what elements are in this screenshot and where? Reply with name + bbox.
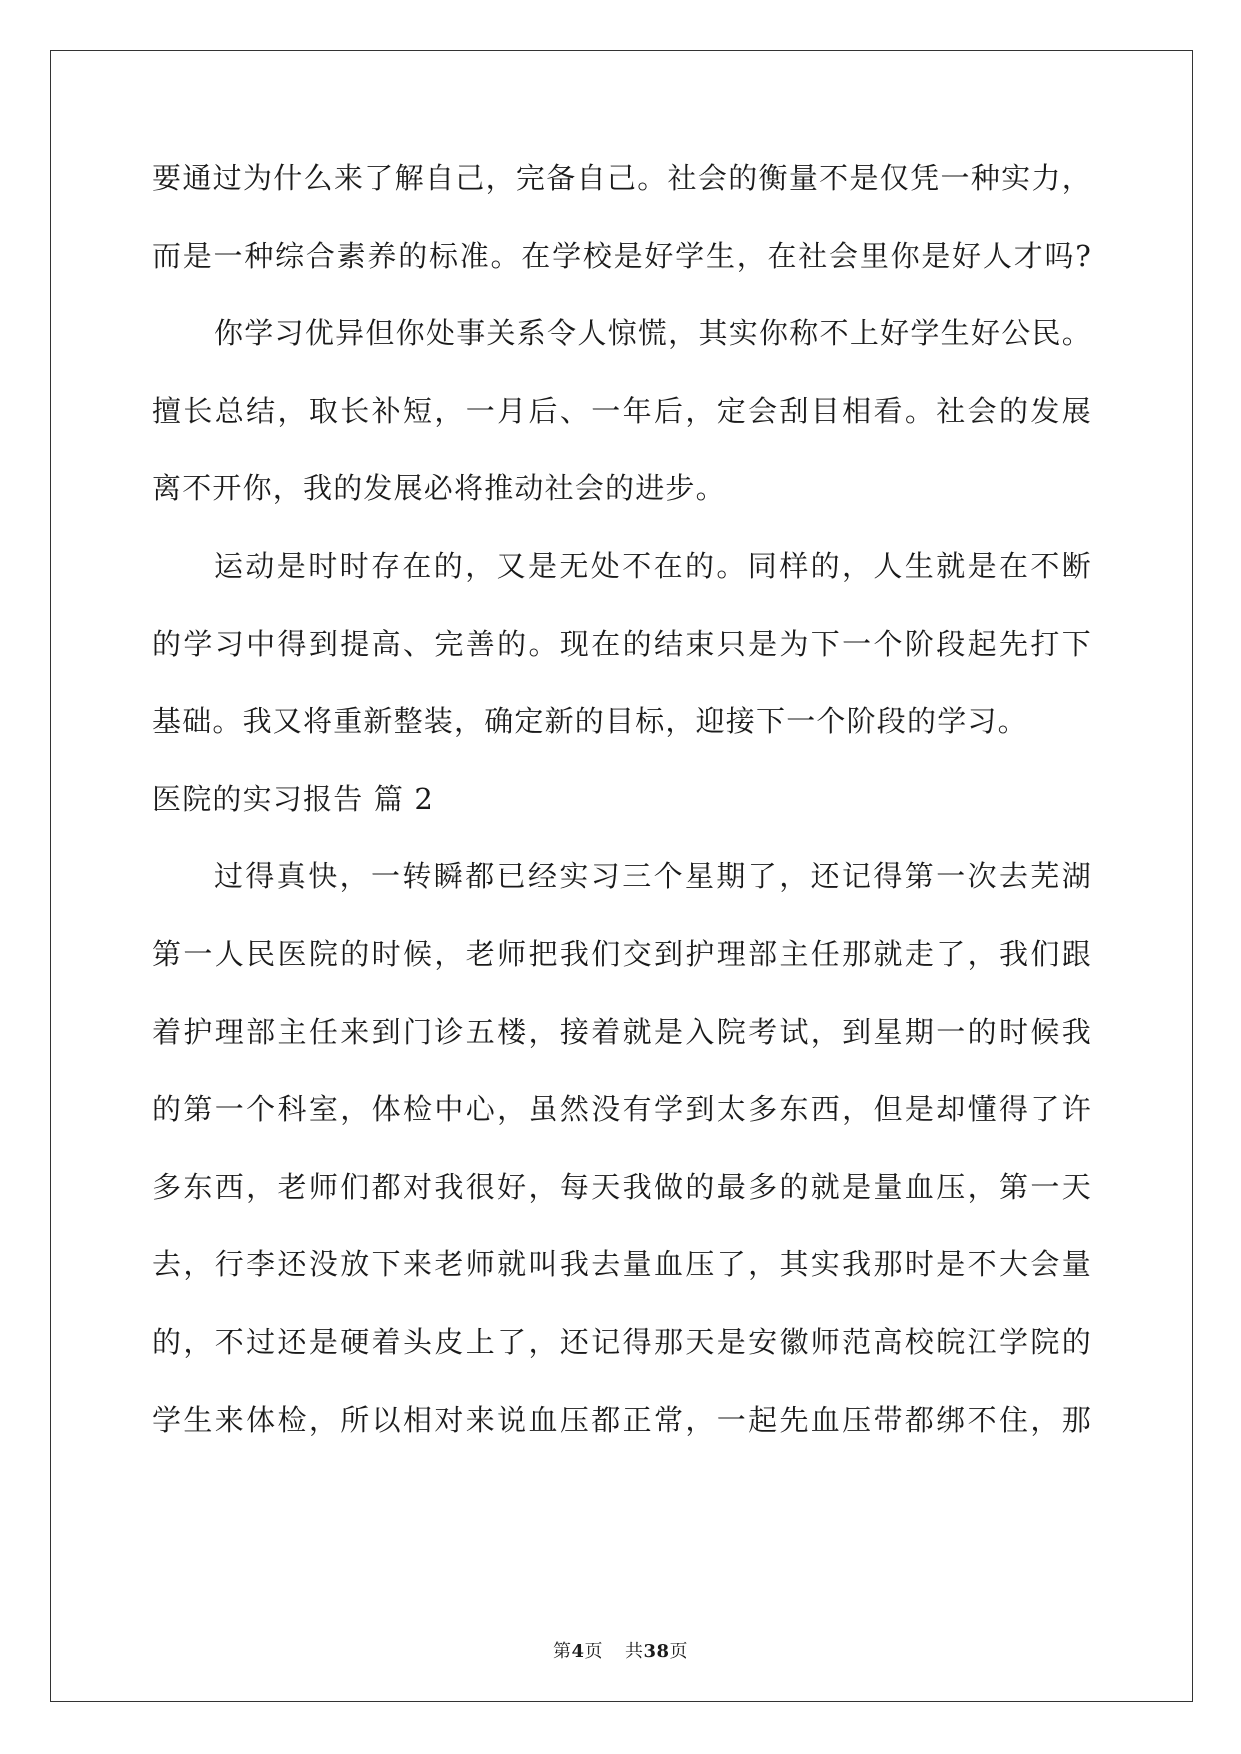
text-line: 而是一种综合素养的标准。在学校是好学生，在社会里你是好人才吗? bbox=[152, 238, 1092, 273]
text-line: 运动是时时存在的，又是无处不在的。同样的，人生就是在不断 bbox=[214, 548, 1092, 583]
page-footer bbox=[0, 1637, 1241, 1663]
text-line: 多东西，老师们都对我很好，每天我做的最多的就是量血压，第一天 bbox=[152, 1169, 1092, 1204]
text-line: 学生来体检，所以相对来说血压都正常，一起先血压带都绑不住，那 bbox=[152, 1402, 1092, 1437]
total-suffix: 页 bbox=[669, 1641, 689, 1662]
text-line: 着护理部主任来到门诊五楼，接着就是入院考试，到星期一的时候我 bbox=[152, 1014, 1092, 1049]
text-line: 要通过为什么来了解自己，完备自己。社会的衡量不是仅凭一种实力， bbox=[152, 161, 1092, 195]
total-prefix: 共 bbox=[624, 1641, 644, 1662]
section-heading: 医院的实习报告 篇 2 bbox=[152, 781, 435, 816]
page-prefix: 第 bbox=[552, 1641, 572, 1662]
page-number: 4 bbox=[571, 1641, 585, 1662]
text-line: 擅长总结，取长补短，一月后、一年后，定会刮目相看。社会的发展 bbox=[152, 393, 1092, 428]
text-line: 的，不过还是硬着头皮上了，还记得那天是安徽师范高校皖江学院的 bbox=[152, 1324, 1092, 1359]
text-line: 你学习优异但你处事关系令人惊慌，其实你称不上好学生好公民。 bbox=[214, 316, 1092, 351]
page-suffix: 页 bbox=[584, 1641, 603, 1662]
text-line: 基础。我又将重新整装，确定新的目标，迎接下一个阶段的学习。 bbox=[152, 704, 1028, 739]
text-line: 去，行李还没放下来老师就叫我去量血压了，其实我那时是不大会量 bbox=[152, 1247, 1092, 1282]
text-line: 第一人民医院的时候，老师把我们交到护理部主任那就走了，我们跟 bbox=[152, 936, 1092, 971]
text-line: 的第一个科室，体检中心，虽然没有学到太多东西，但是却懂得了许 bbox=[152, 1092, 1092, 1127]
text-line: 过得真快，一转瞬都已经实习三个星期了，还记得第一次去芜湖 bbox=[214, 859, 1092, 894]
text-line: 离不开你，我的发展必将推动社会的进步。 bbox=[152, 471, 726, 506]
total-pages: 38 bbox=[643, 1641, 670, 1662]
text-line: 的学习中得到提高、完善的。现在的结束只是为下一个阶段起先打下 bbox=[152, 626, 1092, 661]
document-body bbox=[152, 158, 1092, 1477]
